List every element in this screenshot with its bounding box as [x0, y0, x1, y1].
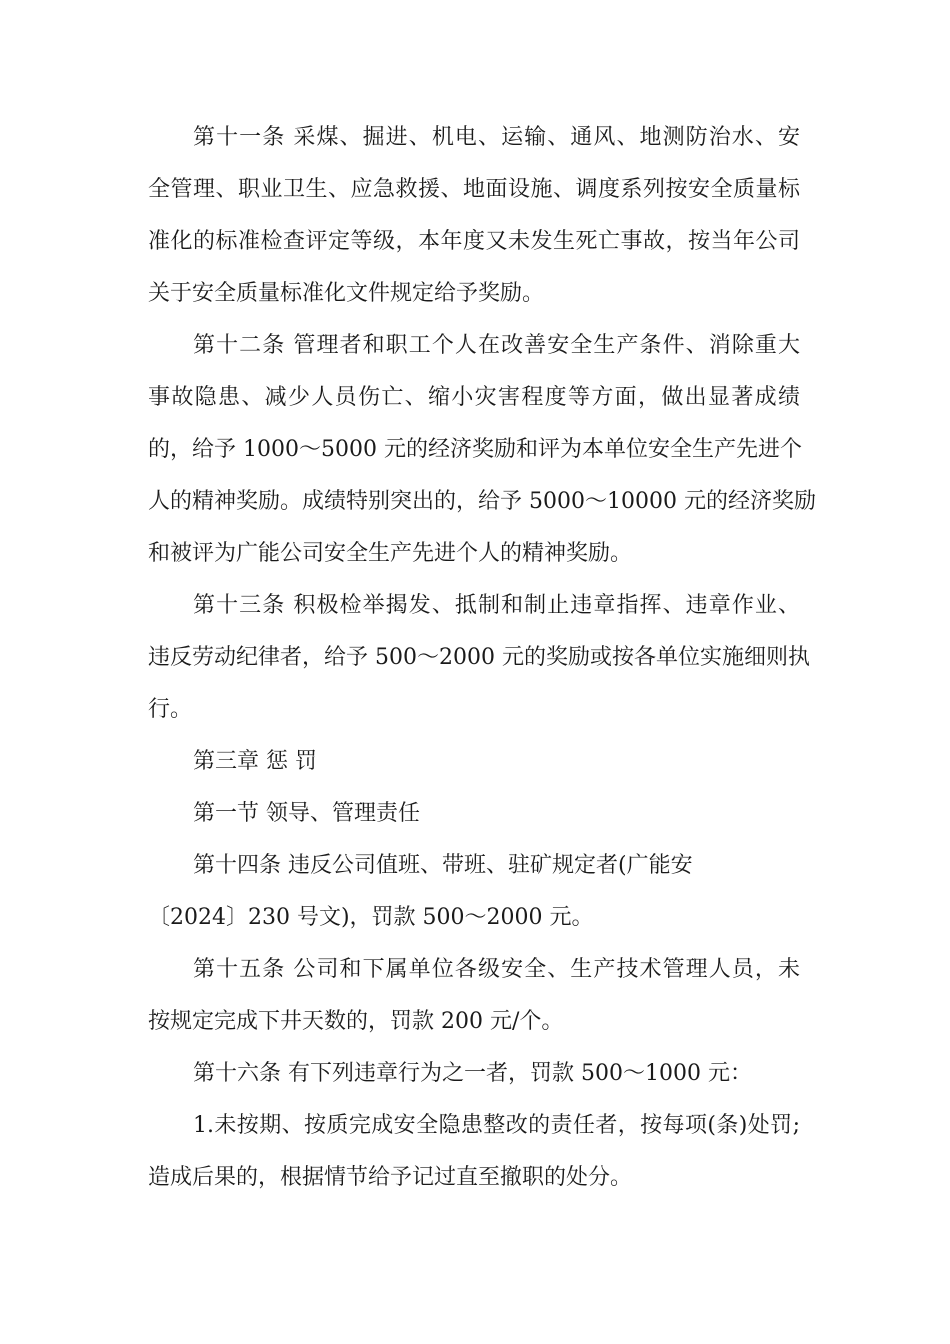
section-heading — [148, 788, 800, 840]
text-line: 行。 — [148, 697, 193, 722]
text-line: 第十二条 管理者和职工个人在改善安全生产条件、消除重大 — [193, 333, 800, 358]
text-line: 按规定完成下井天数的，罚款 200 元/个。 — [148, 1009, 564, 1034]
text-line: 全管理、职业卫生、应急救援、地面设施、调度系列按安全质量标 — [148, 177, 800, 202]
text-line: 第十六条 有下列违章行为之一者，罚款 500～1000 元： — [193, 1061, 752, 1086]
text-line: 准化的标准检查评定等级，本年度又未发生死亡事故，按当年公司 — [148, 229, 800, 254]
paragraph-article-11 — [148, 112, 800, 320]
paragraph-article-15 — [148, 944, 800, 1048]
document-body — [148, 112, 816, 1204]
text-line: 事故隐患、减少人员伤亡、缩小灾害程度等方面，做出显著成绩 — [148, 385, 800, 410]
paragraph-article-13 — [148, 580, 810, 736]
text-line: 第十一条 采煤、掘进、机电、运输、通风、地测防治水、安 — [193, 125, 800, 150]
text-line: 1.未按期、按质完成安全隐患整改的责任者，按每项(条)处罚; — [193, 1113, 800, 1138]
list-item — [148, 1100, 800, 1204]
section-title: 第一节 领导、管理责任 — [193, 801, 420, 826]
paragraph-article-12 — [148, 320, 816, 580]
text-line: 第十四条 违反公司值班、带班、驻矿规定者(广能安 — [193, 853, 693, 878]
text-line: 第十五条 公司和下属单位各级安全、生产技术管理人员，未 — [193, 957, 800, 982]
paragraph-article-16 — [148, 1048, 800, 1100]
text-line: 第十三条 积极检举揭发、抵制和制止违章指挥、违章作业、 — [193, 593, 800, 618]
text-line: 人的精神奖励。成绩特别突出的，给予 5000～10000 元的经济奖励 — [148, 489, 816, 514]
text-line: 〔2024〕230 号文)，罚款 500～2000 元。 — [148, 905, 594, 930]
paragraph-article-14 — [148, 840, 800, 944]
chapter-title: 第三章 惩 罚 — [193, 749, 317, 774]
text-line: 和被评为广能公司安全生产先进个人的精神奖励。 — [148, 541, 633, 566]
text-line: 违反劳动纪律者，给予 500～2000 元的奖励或按各单位实施细则执 — [148, 645, 810, 670]
text-line: 造成后果的，根据情节给予记过直至撤职的处分。 — [148, 1165, 633, 1190]
text-line: 关于安全质量标准化文件规定给予奖励。 — [148, 281, 545, 306]
text-line: 的，给予 1000～5000 元的经济奖励和评为本单位安全生产先进个 — [148, 437, 802, 462]
chapter-heading — [148, 736, 800, 788]
